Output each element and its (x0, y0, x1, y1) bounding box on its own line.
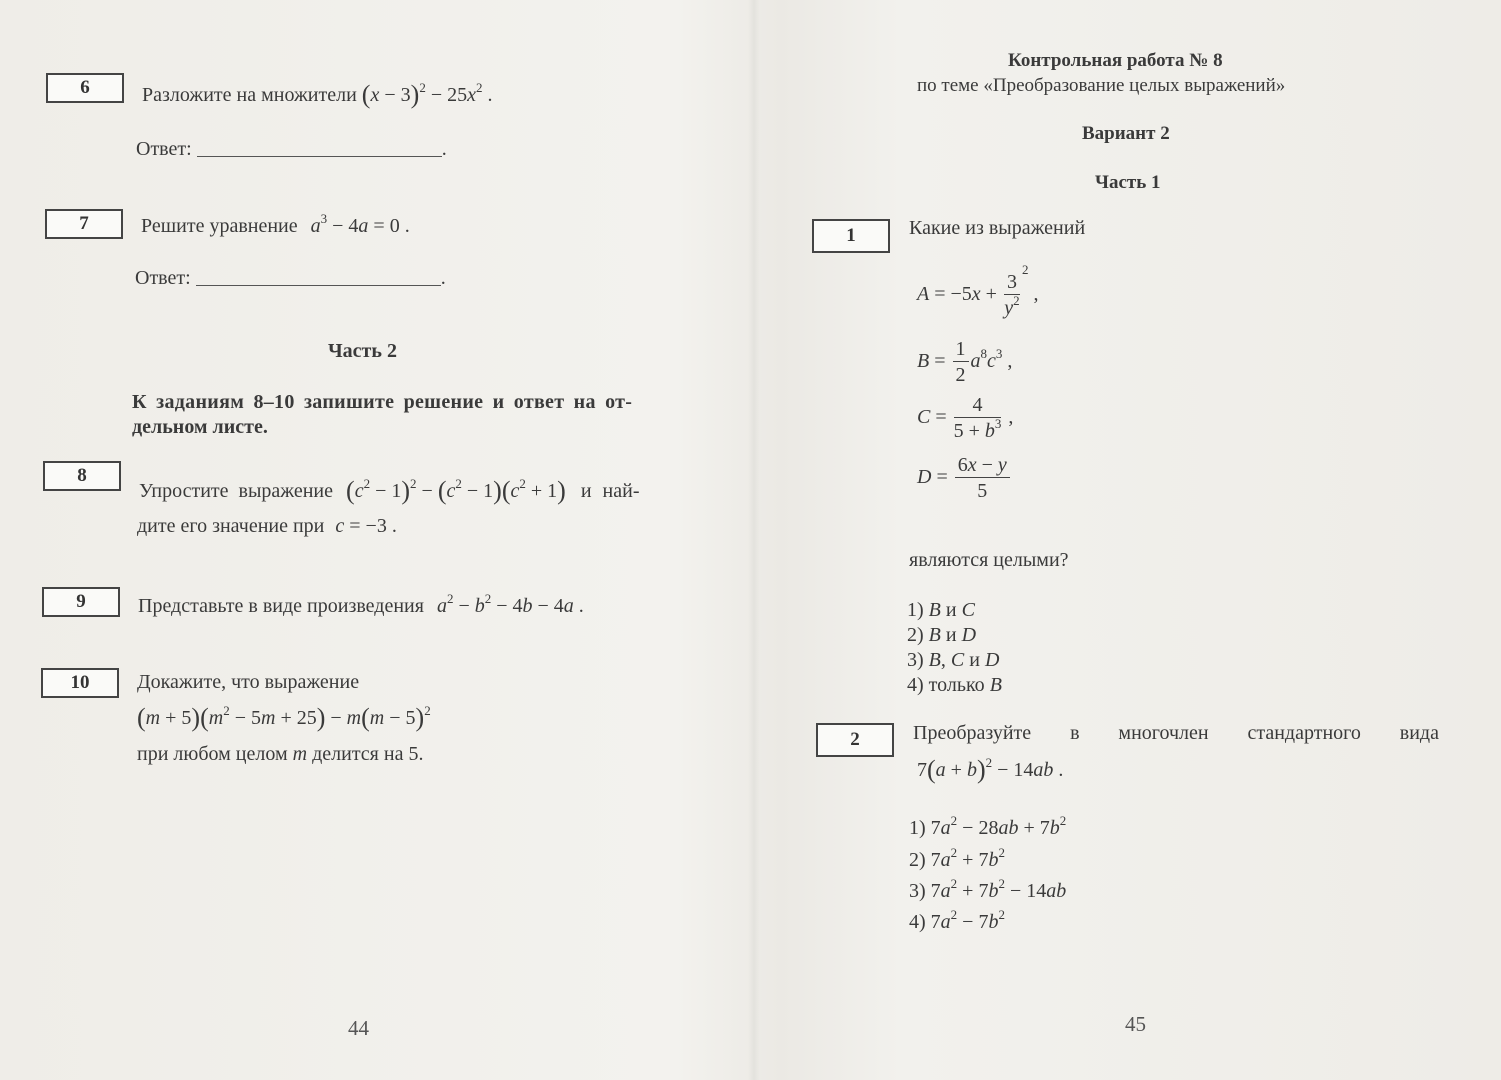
task10-line1: Докажите, что выражение (137, 671, 360, 693)
task1-option: 2) B и D (907, 624, 977, 646)
expression-a: A = −5x + $\frac{3}{y^2}$ $^2$ , (917, 262, 1039, 319)
task-number: 9 (76, 591, 86, 612)
task1-question-end: являются целыми? (909, 549, 1069, 571)
task-number-box (41, 668, 119, 698)
task1-option: 4) только B (907, 674, 1002, 696)
task-number: 1 (846, 225, 856, 246)
fraction: $\frac{1}{2}$ (953, 337, 969, 388)
task-number-box (816, 723, 894, 757)
task-number-box (46, 73, 124, 103)
instruction-line-1: К заданиям 8–10 запишите решение и ответ на от- (132, 391, 633, 413)
page-subtitle: по теме «Преобразование целых выражений» (917, 75, 1286, 96)
task-number-box (812, 219, 890, 253)
task-number: 7 (79, 213, 89, 234)
task-number-box (42, 587, 120, 617)
task-number: 10 (70, 672, 90, 693)
task10-expression: $(m + 5)(m^2 - 5m + 25) - m(m - 5)^2$ (137, 703, 431, 732)
task10-line3: при любом целом m делится на 5. (137, 743, 424, 765)
fraction: $\frac{3}{y^2}$ (1004, 271, 1020, 319)
page-title: Контрольная работа № 8 (1008, 50, 1223, 71)
answer-line (196, 267, 441, 286)
expression-c: C = $\frac{4}{5 + b^3}$ , (917, 394, 1014, 442)
task8-line2: дите его значение при c = −3 . (137, 515, 397, 537)
expression-d: D = $\frac{6x - y}{5}$ (917, 453, 1012, 504)
variant-heading: Вариант 2 (1082, 123, 1170, 144)
task1-option: 3) B, C и D (907, 649, 1000, 671)
task7-answer: Ответ: . (135, 267, 446, 289)
task9-expression: $a^2 - b^2 - 4b - 4a$ . (436, 591, 584, 617)
task8-value: c = −3 . (335, 515, 397, 537)
task2-option: 3) $7a^2 + 7b^2 - 14ab$ (909, 876, 1067, 902)
task-number-box (43, 461, 121, 491)
task-number: 8 (77, 465, 87, 486)
page-number: 44 (348, 1016, 369, 1040)
task9-text: Представьте в виде произведения $a^2 - b^2 - 4b - 4a$ . (138, 591, 584, 617)
task8-expression: $(c^2 - 1)^2 - (c^2 - 1)(c^2 + 1)$ (346, 476, 566, 505)
page-number: 45 (1125, 1012, 1146, 1036)
task2-text: Преобразуйте в многочлен стандартного вида (913, 722, 1439, 744)
task2-expression: $7(a + b)^2 - 14ab$ . (917, 755, 1064, 784)
task2-option: 2) $7a^2 + 7b^2$ (909, 845, 1005, 871)
task7-text: Решите уравнение $a^3 - 4a = 0$ . (141, 211, 410, 237)
book-spine (748, 0, 760, 1080)
task1-option: 1) B и C (907, 599, 975, 621)
task2-option: 4) $7a^2 - 7b^2$ (909, 907, 1005, 933)
task6-expression: $(x - 3)^2 - 25x^2$ . (361, 80, 493, 109)
task-number-box (45, 209, 123, 239)
task7-expression: $a^3 - 4a = 0$ . (310, 211, 410, 237)
expression-b: B = $\frac{1}{2}$ $a^8c^3$ , (917, 338, 1013, 386)
task6-answer: Ответ: . (136, 138, 447, 160)
part-title: Часть 2 (328, 340, 397, 362)
part-heading: Часть 1 (1095, 172, 1161, 193)
fraction: $\frac{4}{5 + b^3}$ (953, 394, 1002, 442)
instruction-line-2: дельном листе. (132, 416, 268, 438)
task6-text: Разложите на множители $(x - 3)^2 - 25x^2$ . (142, 80, 493, 109)
task2-option: 1) $7a^2 - 28ab + 7b^2$ (909, 813, 1067, 839)
task1-question: Какие из выражений (909, 217, 1086, 239)
fraction: $\frac{6x - y}{5}$ (955, 453, 1010, 504)
task-number: 6 (80, 77, 90, 98)
answer-line (197, 138, 442, 157)
task8-line1: Упростите выражение $(c^2 - 1)^2 - (c^2 - 1)(c^2 + 1)$ и най- (139, 476, 640, 505)
task-number: 2 (850, 729, 860, 750)
